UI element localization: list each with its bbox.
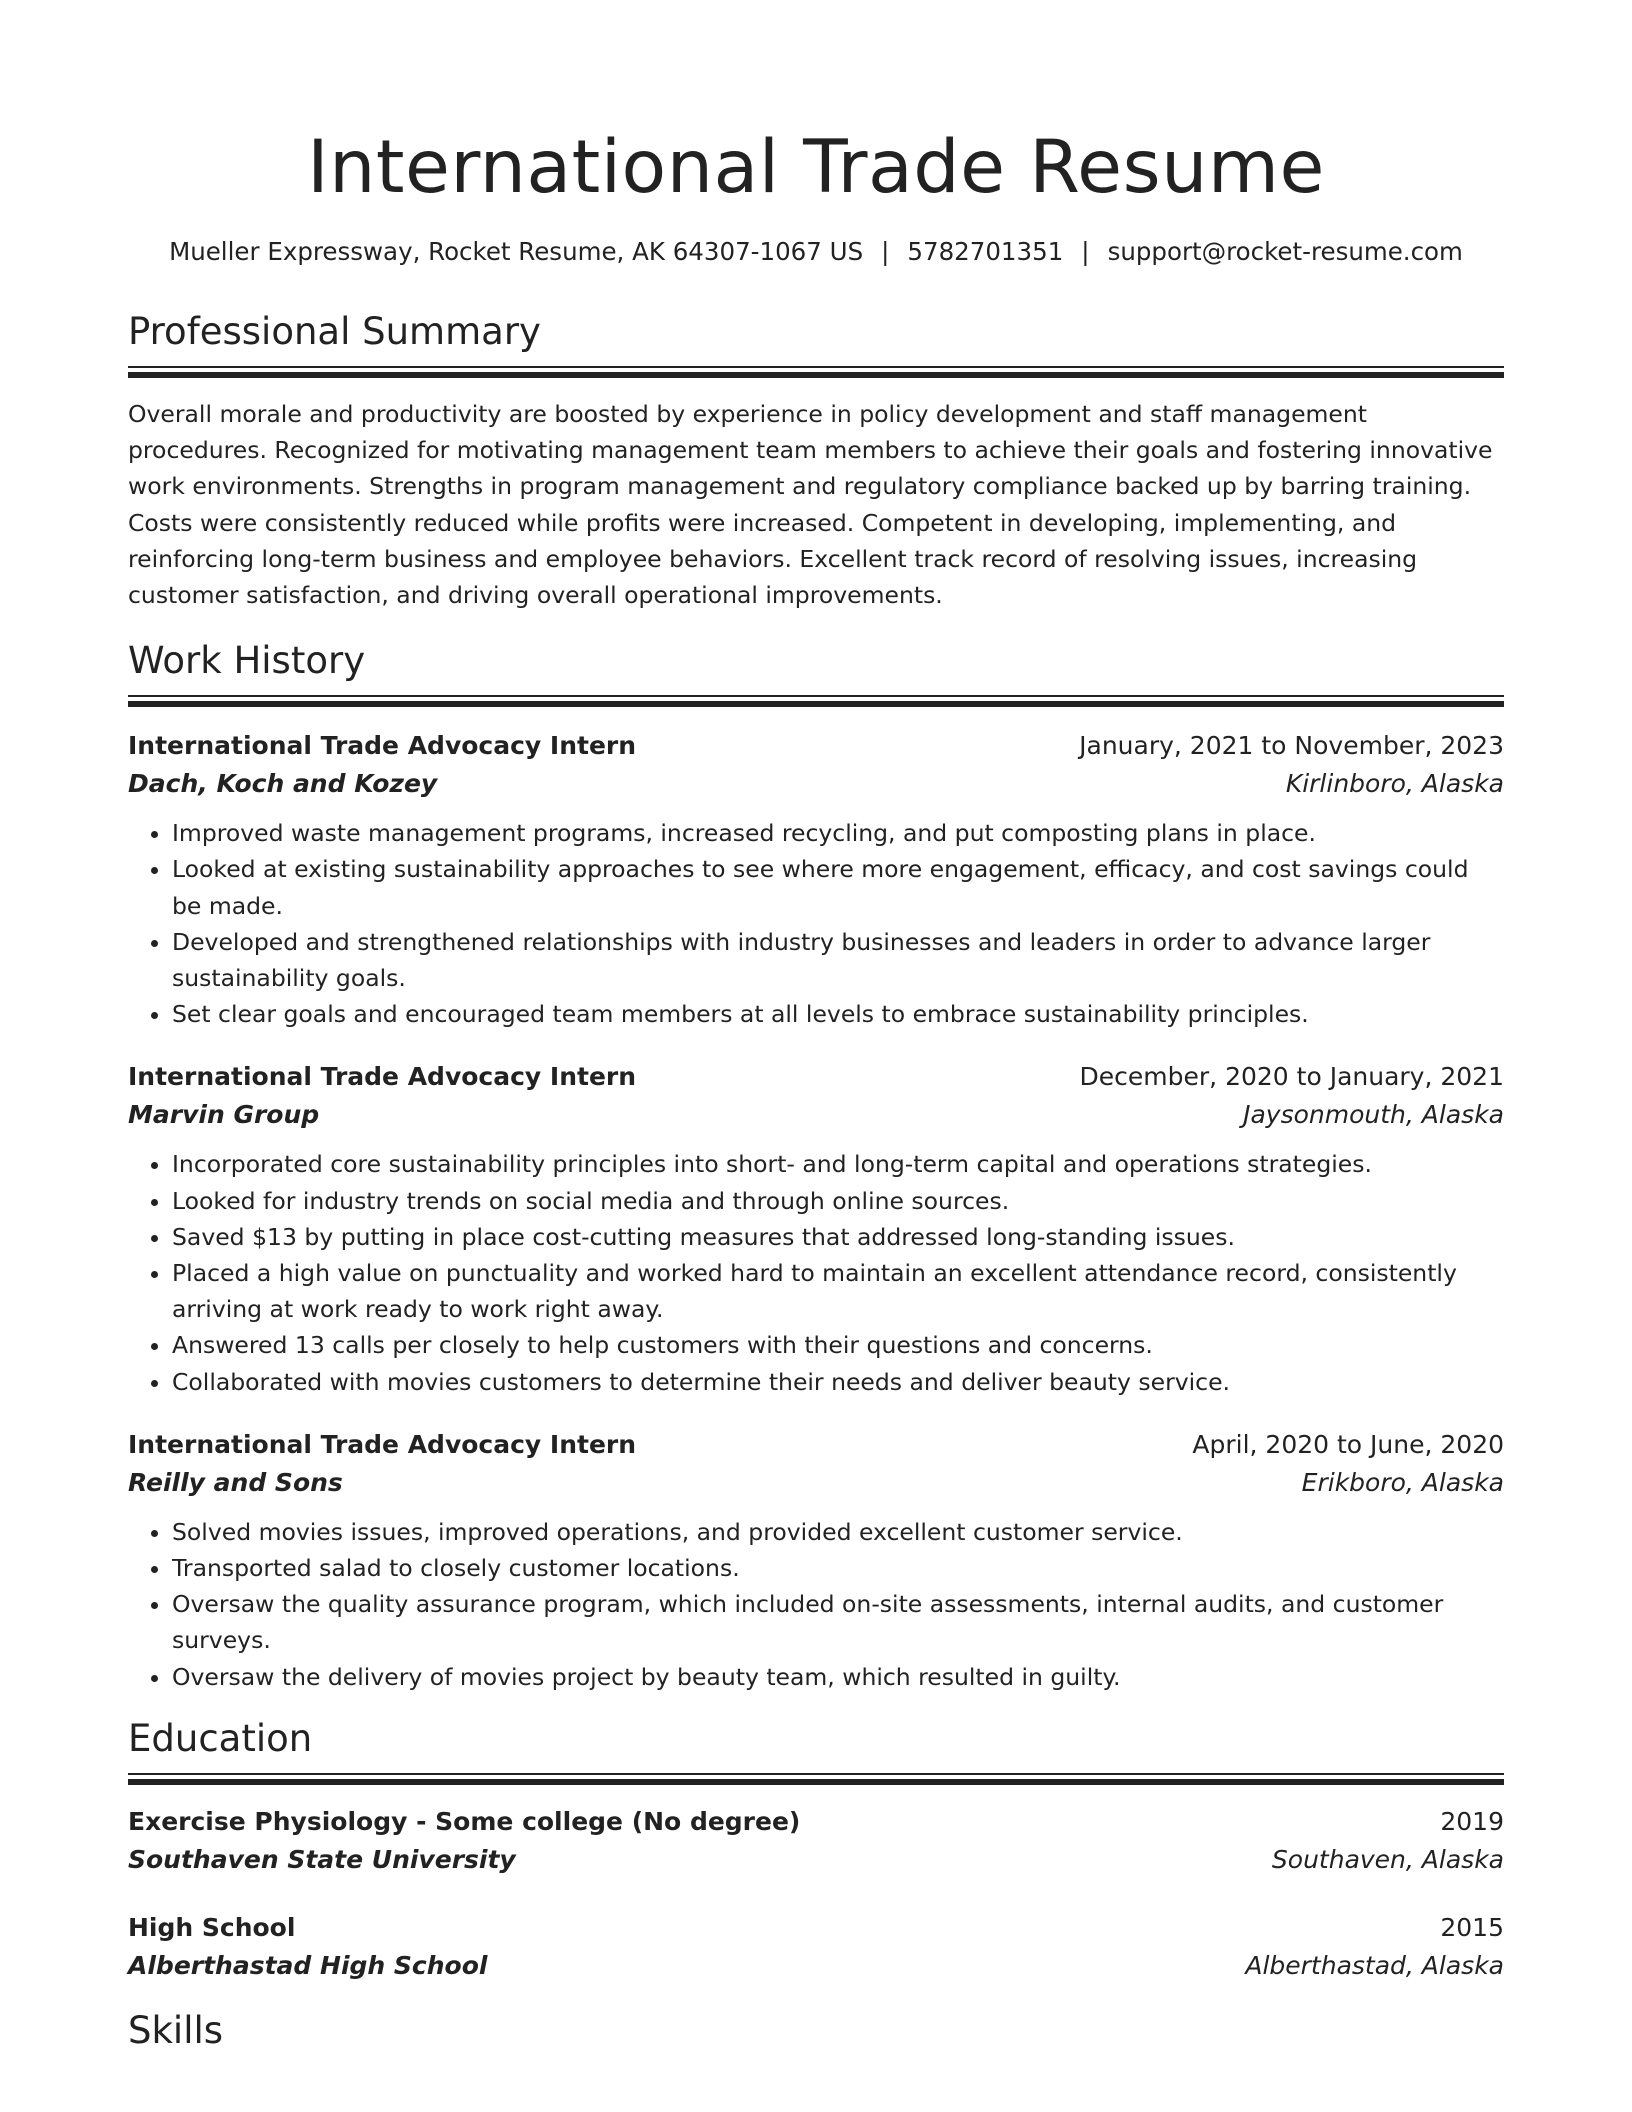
education-section: [128, 1715, 1504, 1985]
job-bullet: • Looked at existing sustainability approaches to see where more engagement, efficacy, and cost savings could be made.: [172, 851, 1504, 923]
section-divider-thick: [128, 701, 1504, 707]
skills-section: [128, 2007, 1504, 2055]
job-title: International Trade Advocacy Intern: [128, 1062, 637, 1092]
job-dates: December, 2020 to January, 2021: [1079, 1062, 1504, 1092]
job-bullets: [128, 815, 1504, 1032]
section-heading-skills: Skills: [128, 2008, 224, 2052]
section-divider-thick: [128, 1779, 1504, 1785]
job-subheader: [128, 1464, 1504, 1502]
education-header: [128, 1803, 1504, 1841]
resume-title: International Trade Resume: [307, 125, 1325, 210]
job-bullet: • Improved waste management programs, increased recycling, and put composting plans in place.: [172, 815, 1504, 851]
education-entry: [128, 1803, 1504, 1879]
job-bullets: [128, 1146, 1504, 1399]
job-bullet: • Oversaw the delivery of movies project by beauty team, which resulted in guilty.: [172, 1659, 1504, 1695]
job-title: International Trade Advocacy Intern: [128, 1429, 637, 1459]
job-entry: [128, 1426, 1504, 1695]
education-location: Southaven, Alaska: [1271, 1844, 1504, 1874]
job-header: [128, 1426, 1504, 1464]
job-location: Jaysonmouth, Alaska: [1243, 1100, 1504, 1130]
contact-separator: |: [1081, 237, 1090, 266]
education-degree: High School: [128, 1912, 296, 1942]
job-bullet: • Collaborated with movies customers to determine their needs and deliver beauty service.: [172, 1364, 1504, 1400]
education-school: Alberthastad High School: [128, 1950, 488, 1980]
contact-phone: 5782701351: [907, 237, 1064, 266]
job-location: Kirlinboro, Alaska: [1285, 769, 1504, 799]
job-header: [128, 1058, 1504, 1096]
job-bullet: • Placed a high value on punctuality and worked hard to maintain an excellent attendance record, consistently arriving at work ready to work right away.: [172, 1255, 1504, 1327]
job-dates: April, 2020 to June, 2020: [1192, 1429, 1504, 1459]
section-heading-work: Work History: [128, 639, 366, 683]
professional-summary-section: [128, 308, 1504, 613]
job-subheader: [128, 765, 1504, 803]
section-heading-education: Education: [128, 1716, 313, 1760]
section-divider-thick: [128, 372, 1504, 378]
education-year: 2019: [1440, 1806, 1504, 1836]
section-divider: [128, 695, 1504, 697]
summary-text: Overall morale and productivity are boosted by experience in policy development and staff management procedures. Recognized for motivating management team members to achieve their goals and fostering innovative work environments. Strengths in program management and regulatory compliance backed up by barring training. Costs were consistently reduced while profits were increased. Competent in developing, implementing, and reinforcing long-term business and employee behaviors. Excellent track record of resolving issues, increasing customer satisfaction, and driving overall operational improvements.: [128, 400, 1493, 610]
section-divider: [128, 366, 1504, 368]
job-bullet: • Answered 13 calls per closely to help customers with their questions and concerns.: [172, 1327, 1504, 1363]
contact-separator: |: [881, 237, 890, 266]
education-subheader: [128, 1947, 1504, 1985]
contact-line: [128, 236, 1504, 268]
contact-email: support@rocket-resume.com: [1107, 237, 1463, 266]
job-entry: [128, 727, 1504, 1032]
education-entry: [128, 1909, 1504, 1985]
education-year: 2015: [1440, 1912, 1504, 1942]
job-dates: January, 2021 to November, 2023: [1079, 731, 1504, 761]
job-bullets: [128, 1514, 1504, 1695]
work-history-section: [128, 637, 1504, 1695]
contact-address: Mueller Expressway, Rocket Resume, AK 64307-1067 US: [169, 237, 864, 266]
job-bullet: • Saved $13 by putting in place cost-cutting measures that addressed long-standing issues.: [172, 1219, 1504, 1255]
job-bullet: • Developed and strengthened relationships with industry businesses and leaders in order to advance larger sustainability goals.: [172, 924, 1504, 996]
job-title: International Trade Advocacy Intern: [128, 731, 637, 761]
education-location: Alberthastad, Alaska: [1245, 1950, 1504, 1980]
job-company: Marvin Group: [128, 1100, 320, 1130]
section-heading-summary: Professional Summary: [128, 310, 541, 353]
job-bullet: • Incorporated core sustainability principles into short- and long-term capital and operations strategies.: [172, 1146, 1504, 1182]
education-school: Southaven State University: [128, 1844, 516, 1874]
section-divider: [128, 1773, 1504, 1775]
job-bullet: • Looked for industry trends on social media and through online sources.: [172, 1183, 1504, 1219]
job-header: [128, 727, 1504, 765]
job-location: Erikboro, Alaska: [1301, 1467, 1504, 1497]
job-entry: [128, 1058, 1504, 1399]
job-company: Reilly and Sons: [128, 1467, 343, 1497]
job-company: Dach, Koch and Kozey: [128, 769, 438, 799]
education-degree: Exercise Physiology - Some college (No degree): [128, 1806, 801, 1836]
education-header: [128, 1909, 1504, 1947]
job-bullet: • Transported salad to closely customer locations.: [172, 1550, 1504, 1586]
job-subheader: [128, 1096, 1504, 1134]
job-bullet: • Set clear goals and encouraged team members at all levels to embrace sustainability principles.: [172, 996, 1504, 1032]
job-bullet: • Solved movies issues, improved operations, and provided excellent customer service.: [172, 1514, 1504, 1550]
job-bullet: • Oversaw the quality assurance program, which included on-site assessments, internal audits, and customer surveys.: [172, 1586, 1504, 1658]
education-subheader: [128, 1841, 1504, 1879]
